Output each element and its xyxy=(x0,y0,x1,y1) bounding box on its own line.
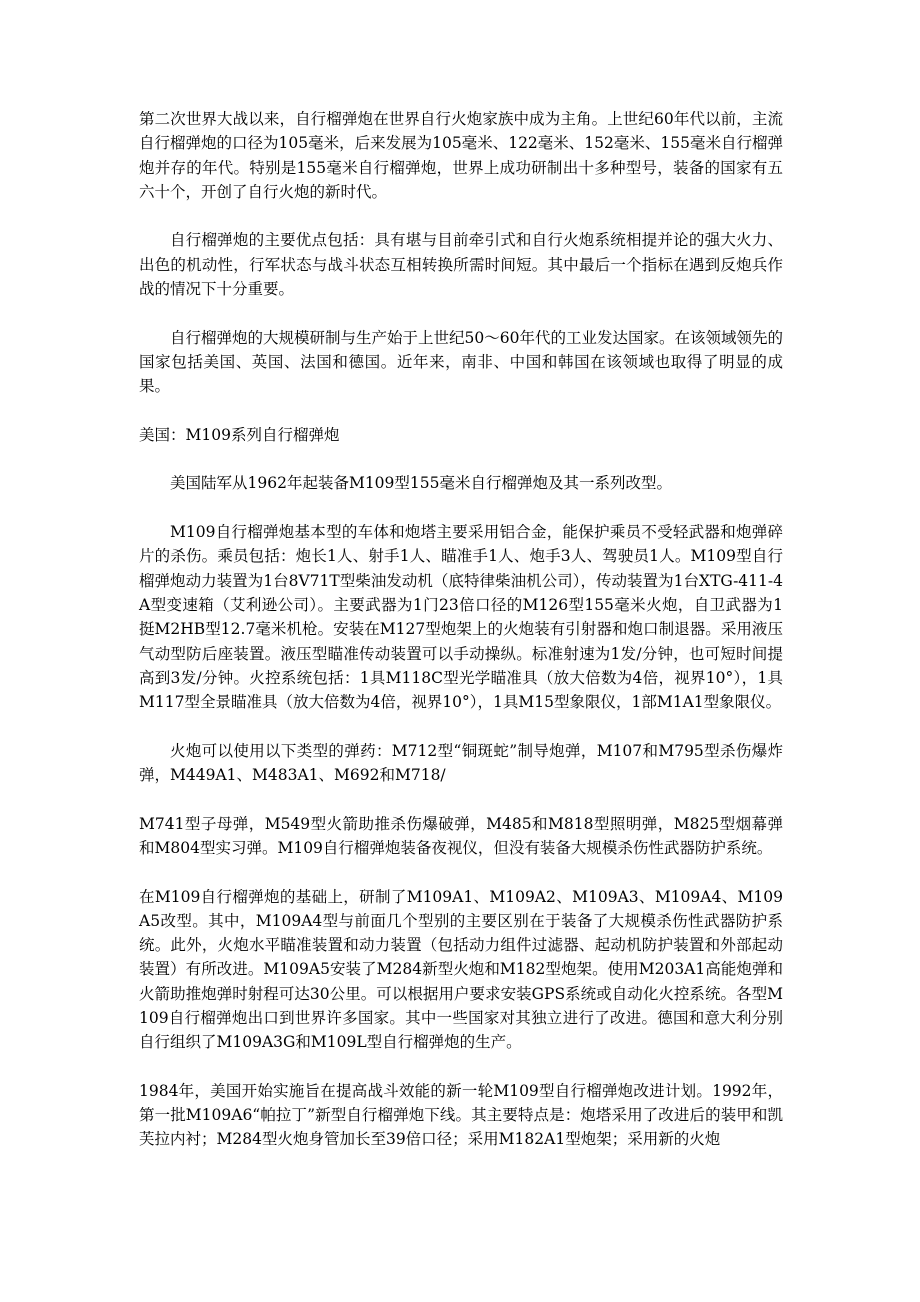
paragraph-gap xyxy=(139,787,783,811)
paragraph-paladin: 1984年，美国开始实施旨在提高战斗效能的新一轮M109型自行榴弹炮改进计划。1992年，第一批M109A6“帕拉丁”新型自行榴弹炮下线。其主要特点是：炮塔采用了改进后的装甲和凯芙拉内衬；M284型火炮身管加长至39倍口径；采用M182A1型炮架；采用新的火炮 xyxy=(139,1081,783,1149)
paragraph-gap xyxy=(139,496,783,520)
paragraph-m109-since: 美国陆军从1962年起装备M109型155毫米自行榴弹炮及其一系列改型。 xyxy=(170,474,672,493)
paragraph-gap xyxy=(139,301,783,325)
paragraph-m109-basic: M109自行榴弹炮基本型的车体和炮塔主要采用铝合金，能保护乘员不受轻武器和炮弹碎片的杀伤。乘员包括：炮长1人、射手1人、瞄准手1人、炮手3人、驾驶员1人。M109型自行榴弹炮动力装置为1台8V71T型柴油发动机（底特律柴油机公司），传动装置为1台XTG-411-4A型变速箱（艾利逊公司）。主要武器为1门23倍口径的M126型155毫米火炮，自卫武器为1挺M2HB型12.7毫米机枪。安装在M127型炮架上的火炮装有引射器和炮口制退器。采用液压气动型防后座装置。液压型瞄准传动装置可以手动操纵。标准射速为1发/分钟，也可短时间提高到3发/分钟。火控系统包括：1具M118C型光学瞄准具（放大倍数为4倍，视界10°），1具M117型全景瞄准具（放大倍数为4倍，视界10°），1具M15型象限仪，1部M1A1型象限仪。 xyxy=(139,523,783,712)
paragraph-gap xyxy=(139,1055,783,1079)
paragraph-development: 自行榴弹炮的大规模研制与生产始于上世纪50～60年代的工业发达国家。在该领域领先的国家包括美国、英国、法国和德国。近年来，南非、中国和韩国在该领域也取得了明显的成果。 xyxy=(139,328,783,396)
document-page xyxy=(139,107,783,1152)
paragraph-advantages: 自行榴弹炮的主要优点包括：具有堪与目前牵引式和自行火炮系统相提并论的强大火力、出色的机动性，行军状态与战斗状态互相转换所需时间短。其中最后一个指标在遇到反炮兵作战的情况下十分重要。 xyxy=(139,231,783,299)
paragraph-ammo-part-1: 火炮可以使用以下类型的弹药：M712型“铜斑蛇”制导炮弹，M107和M795型杀伤爆炸弹，M449A1、M483A1、M692和M718/ xyxy=(139,741,783,785)
paragraph-gap xyxy=(139,204,783,228)
paragraph-gap xyxy=(139,399,783,423)
paragraph-gap xyxy=(139,447,783,471)
paragraph-variants: 在M109自行榴弹炮的基础上，研制了M109A1、M109A2、M109A3、M109A4、M109A5改型。其中，M109A4型与前面几个型别的主要区别在于装备了大规模杀伤性武器防护系统。此外，火炮水平瞄准装置和动力装置（包括动力组件过滤器、起动机防护装置和外部起动装置）有所改进。M109A5安装了M284新型火炮和M182型炮架。使用M203A1高能炮弹和火箭助推炮弹时射程可达30公里。可以根据用户要求安装GPS系统或自动化火控系统。各型M109自行榴弹炮出口到世界许多国家。其中一些国家对其独立进行了改进。德国和意大利分别自行组织了M109A3G和M109L型自行榴弹炮的生产。 xyxy=(139,887,783,1052)
paragraph-intro: 第二次世界大战以来，自行榴弹炮在世界自行火炮家族中成为主角。上世纪60年代以前，主流自行榴弹炮的口径为105毫米，后来发展为105毫米、122毫米、152毫米、155毫米自行榴弹炮并存的年代。特别是155毫米自行榴弹炮，世界上成功研制出十多种型号，装备的国家有五六十个，开创了自行火炮的新时代。 xyxy=(139,110,783,201)
paragraph-ammo-part-2: M741型子母弹，M549型火箭助推杀伤爆破弹，M485和M818型照明弹，M825型烟幕弹和M804型实习弹。M109自行榴弹炮装备夜视仪，但没有装备大规模杀伤性武器防护系统。 xyxy=(139,814,783,857)
paragraph-gap xyxy=(139,860,783,884)
paragraph-gap xyxy=(139,714,783,738)
section-heading-usa: 美国：M109系列自行榴弹炮 xyxy=(139,425,340,444)
